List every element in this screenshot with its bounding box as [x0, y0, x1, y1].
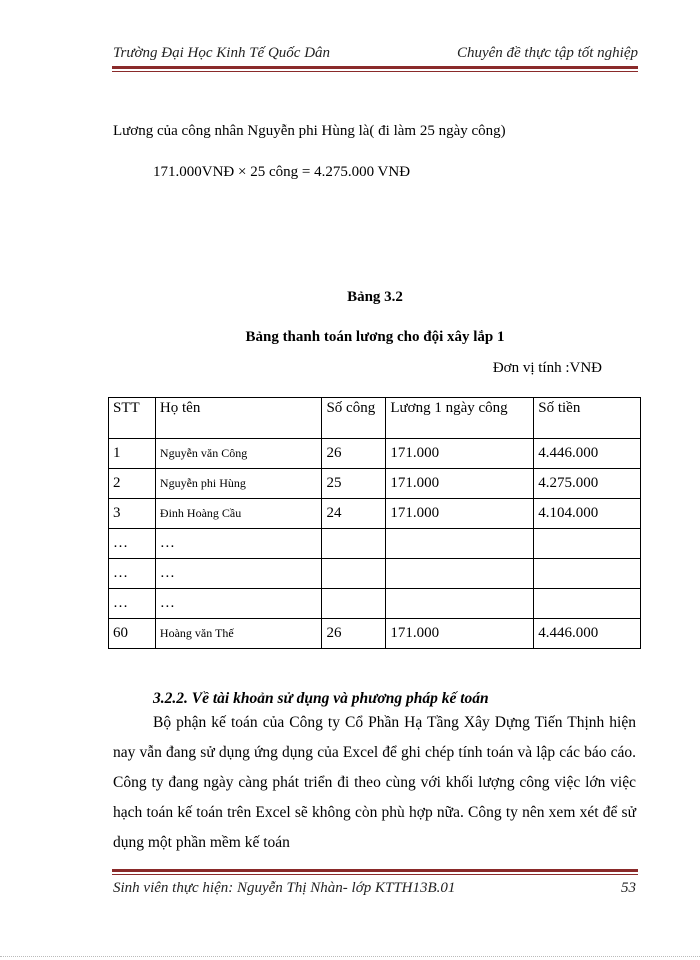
cell-daily-wage — [386, 529, 534, 559]
header-report-title: Chuyên đề thực tập tốt nghiệp — [456, 45, 638, 61]
currency-unit: Đơn vị tính :VNĐ — [492, 360, 602, 376]
column-header: STT — [109, 398, 156, 439]
column-header: Họ tên — [155, 398, 322, 439]
table-row — [109, 559, 641, 589]
cell-days — [322, 529, 386, 559]
header-school: Trường Đại Học Kinh Tế Quốc Dân — [113, 45, 331, 61]
footer-rule-thin — [112, 874, 638, 875]
footer-rule-thick — [112, 869, 638, 872]
cell-name: Nguyễn văn Công — [155, 439, 322, 469]
table-row — [109, 499, 641, 529]
cell-daily-wage: 171.000 — [386, 499, 534, 529]
table-row — [109, 439, 641, 469]
cell-days: 26 — [322, 619, 386, 649]
column-header: Số công — [322, 398, 386, 439]
payroll-table — [108, 397, 641, 649]
footer-author: Sinh viên thực hiện: Nguyễn Thị Nhàn- lớp KTTH13B.01 — [113, 880, 456, 896]
cell-days: 24 — [322, 499, 386, 529]
page-number: 53 — [621, 880, 636, 896]
header-rule-thick — [112, 66, 638, 69]
cell-name: … — [155, 589, 322, 619]
section-heading: 3.2.2. Về tài khoản sử dụng và phương pháp kế toán — [153, 690, 489, 707]
column-header: Lương 1 ngày công — [386, 398, 534, 439]
cell-days: 26 — [322, 439, 386, 469]
cell-name: Đinh Hoàng Cầu — [155, 499, 322, 529]
header-rule-thin — [112, 71, 638, 72]
cell-daily-wage: 171.000 — [386, 439, 534, 469]
table-header-row — [109, 398, 641, 439]
cell-stt: 3 — [109, 499, 156, 529]
cell-stt: … — [109, 589, 156, 619]
cell-amount: 4.104.000 — [534, 499, 641, 529]
table-number: Bảng 3.2 — [347, 289, 403, 305]
cell-amount: 4.446.000 — [534, 619, 641, 649]
table-row — [109, 619, 641, 649]
cell-days: 25 — [322, 469, 386, 499]
cell-amount — [534, 589, 641, 619]
cell-name: Hoàng văn Thế — [155, 619, 322, 649]
cell-name: … — [155, 529, 322, 559]
cell-name: … — [155, 559, 322, 589]
cell-days — [322, 589, 386, 619]
cell-amount: 4.446.000 — [534, 439, 641, 469]
cell-stt: 60 — [109, 619, 156, 649]
cell-daily-wage: 171.000 — [386, 469, 534, 499]
table-row — [109, 529, 641, 559]
cell-amount — [534, 559, 641, 589]
column-header: Số tiền — [534, 398, 641, 439]
salary-formula: 171.000VNĐ × 25 công = 4.275.000 VNĐ — [153, 164, 411, 180]
page-bottom-edge — [0, 956, 700, 957]
cell-daily-wage — [386, 559, 534, 589]
cell-days — [322, 559, 386, 589]
cell-amount: 4.275.000 — [534, 469, 641, 499]
table-title: Bảng thanh toán lương cho đội xây lắp 1 — [245, 329, 505, 345]
table-row — [109, 469, 641, 499]
intro-line: Lương của công nhân Nguyễn phi Hùng là( đi làm 25 ngày công) — [113, 123, 506, 139]
cell-daily-wage — [386, 589, 534, 619]
cell-stt: 2 — [109, 469, 156, 499]
table-row — [109, 589, 641, 619]
cell-stt: 1 — [109, 439, 156, 469]
section-paragraph: Bộ phận kế toán của Công ty Cổ Phần Hạ Tầng Xây Dựng Tiến Thịnh hiện nay vẫn đang sử dụng ứng dụng của Excel để ghi chép tính toán và lập các báo cáo. Công ty đang ngày càng phát triển đi theo cùng với khối lượng công việc lớn việc hạch toán kế toán trên Excel sẽ không còn phù hợp nữa. Công ty nên xem xét để sử dụng một phần mềm kế toán — [113, 714, 636, 851]
cell-stt: … — [109, 529, 156, 559]
cell-daily-wage: 171.000 — [386, 619, 534, 649]
cell-name: Nguyễn phi Hùng — [155, 469, 322, 499]
cell-stt: … — [109, 559, 156, 589]
cell-amount — [534, 529, 641, 559]
